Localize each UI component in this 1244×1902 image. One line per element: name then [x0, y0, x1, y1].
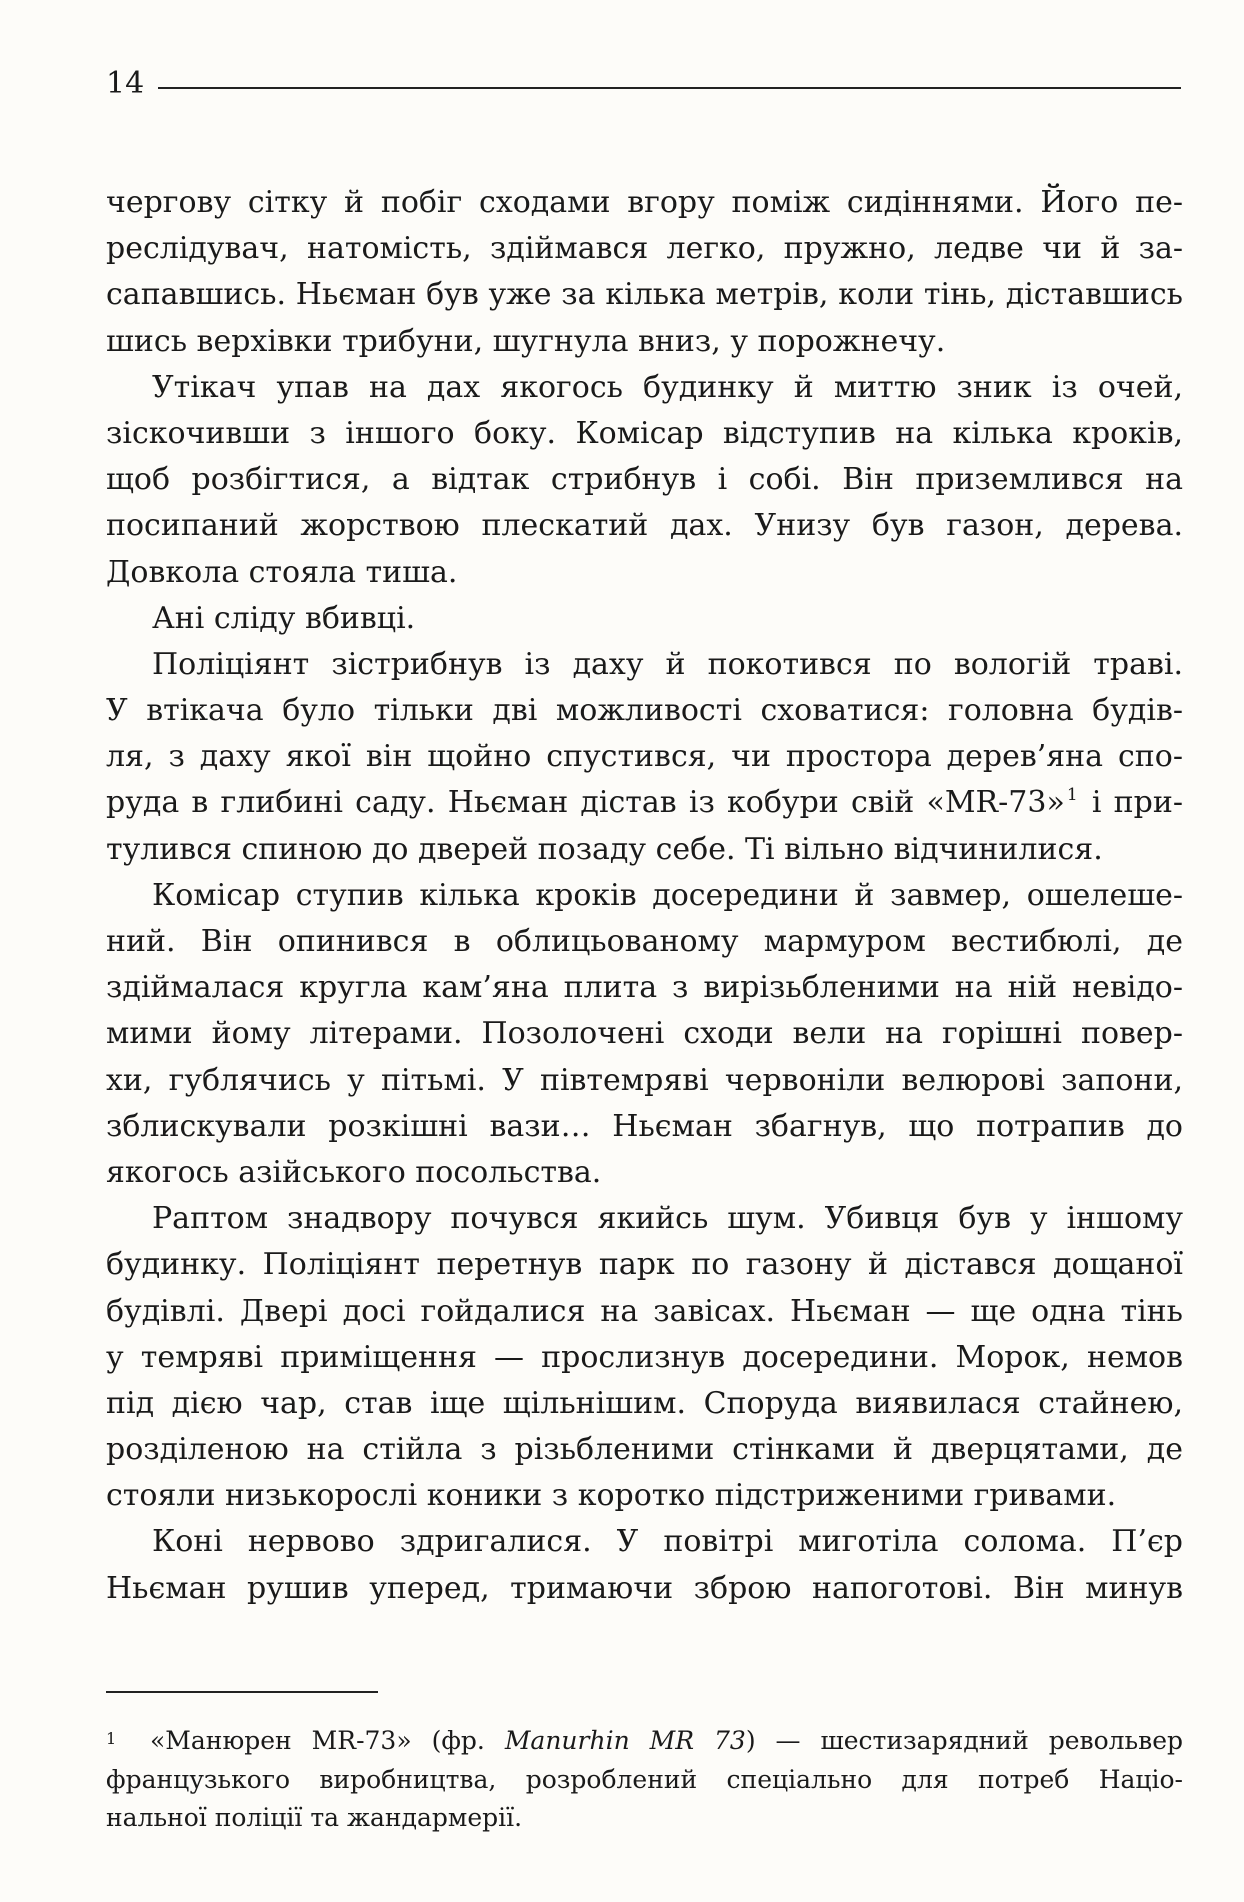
text-line: здіймалася кругла кам’яна плита з вирізьбленими на ній невідо-: [106, 970, 1183, 1006]
text-line: ля, з даху якої він щойно спустився, чи простора дерев’яна спо-: [106, 739, 1183, 775]
page-header: [106, 64, 1181, 104]
footnote-line: [106, 1722, 1183, 1761]
text-segment: «Манюрен MR-73» (фр.: [150, 1726, 485, 1755]
text-line: чергову сітку й побіг сходами вгору поміж сидіннями. Його пе-: [106, 185, 1183, 220]
text-line: щоб розбігтися, а відтак стрибнув і собі. Він приземлився на: [106, 462, 1183, 498]
text-line: Коні нервово здригалися. У повітрі миготіла солома. П’єр: [152, 1524, 1183, 1560]
page-number: 14: [106, 66, 145, 101]
footnote: [106, 1722, 1183, 1838]
body-text: [106, 180, 1183, 1612]
text-line: Ньєман рушив уперед, тримаючи зброю напоготові. Він минув: [106, 1570, 1183, 1606]
text-line: Довкола стояла тиша.: [106, 554, 458, 590]
text-line: у темряві приміщення — прослизнув досередини. Морок, немов: [106, 1339, 1183, 1375]
text-line: Поліціянт зістрибнув із даху й покотився по вологій траві.: [152, 646, 1183, 682]
text-line: ний. Він опинився в облицьованому мармуром вестибюлі, де: [106, 924, 1183, 959]
footnote-reference[interactable]: 1: [1066, 785, 1078, 806]
text-line: хи, гублячись у пітьмі. У півтемряві червоніли велюрові запони,: [106, 1062, 1183, 1098]
text-line: сапавшись. Ньєман був уже за кілька метрів, коли тінь, діставшись: [106, 277, 1183, 313]
text-line: зіскочивши з іншого боку. Комісар відступив на кілька кроків,: [106, 415, 1183, 451]
footnote-mark: 1: [106, 1729, 117, 1748]
text-line: Ані сліду вбивці.: [152, 600, 416, 636]
text-segment: ) — шестизарядний револьвер: [745, 1726, 1183, 1755]
text-line: реслідувач, натомість, здіймався легко, пружно, ледве чи й за-: [106, 231, 1183, 267]
text-line: будинку. Поліціянт перетнув парк по газону й дістався дощаної: [106, 1247, 1183, 1283]
text-segment-italic: Manurhin MR 73: [504, 1726, 746, 1755]
text-line: Комісар ступив кілька кроків досередини й завмер, ошелеше-: [152, 877, 1183, 913]
text-segment: і при-: [1091, 785, 1183, 821]
header-rule: [158, 87, 1181, 89]
text-line: Утікач упав на дах якогось будинку й миттю зник із очей,: [152, 369, 1183, 405]
footnote-line: нальної поліції та жандармерії.: [106, 1803, 523, 1832]
text-line: під дією чар, став іще щільнішим. Споруда виявилася стайнею,: [106, 1385, 1183, 1421]
text-line-with-footnote-ref: [106, 780, 1183, 826]
text-line: якогось азійського посольства.: [106, 1154, 602, 1190]
text-line: стояли низькорослі коники з коротко підстриженими гривами.: [106, 1478, 1117, 1514]
text-line: тулився спиною до дверей позаду себе. Ті вільно відчинилися.: [106, 831, 1103, 867]
text-segment: руда в глибині саду. Ньєман дістав із кобури свій «MR-73»: [106, 785, 1065, 821]
text-line: будівлі. Двері досі гойдалися на завісах. Ньєман — ще одна тінь: [106, 1293, 1183, 1329]
text-line: розділеною на стійла з різьбленими стінками й дверцятами, де: [106, 1432, 1183, 1468]
text-line: шись верхівки трибуни, шугнула вниз, у порожнечу.: [106, 323, 946, 359]
text-line: Раптом знадвору почувся якийсь шум. Убивця був у іншому: [152, 1201, 1183, 1237]
text-line: зблискували розкішні вази… Ньєман збагнув, що потрапив до: [106, 1108, 1183, 1144]
text-line: У втікача було тільки дві можливості сховатися: головна будів-: [106, 693, 1183, 729]
footnote-separator: [106, 1691, 378, 1693]
footnote-line: французького виробництва, розроблений спеціально для потреб Націо-: [106, 1764, 1183, 1794]
text-line: посипаний жорствою плескатий дах. Унизу був газон, дерева.: [106, 508, 1183, 544]
text-line: мими йому літерами. Позолочені сходи вели на горішні повер-: [106, 1016, 1183, 1052]
